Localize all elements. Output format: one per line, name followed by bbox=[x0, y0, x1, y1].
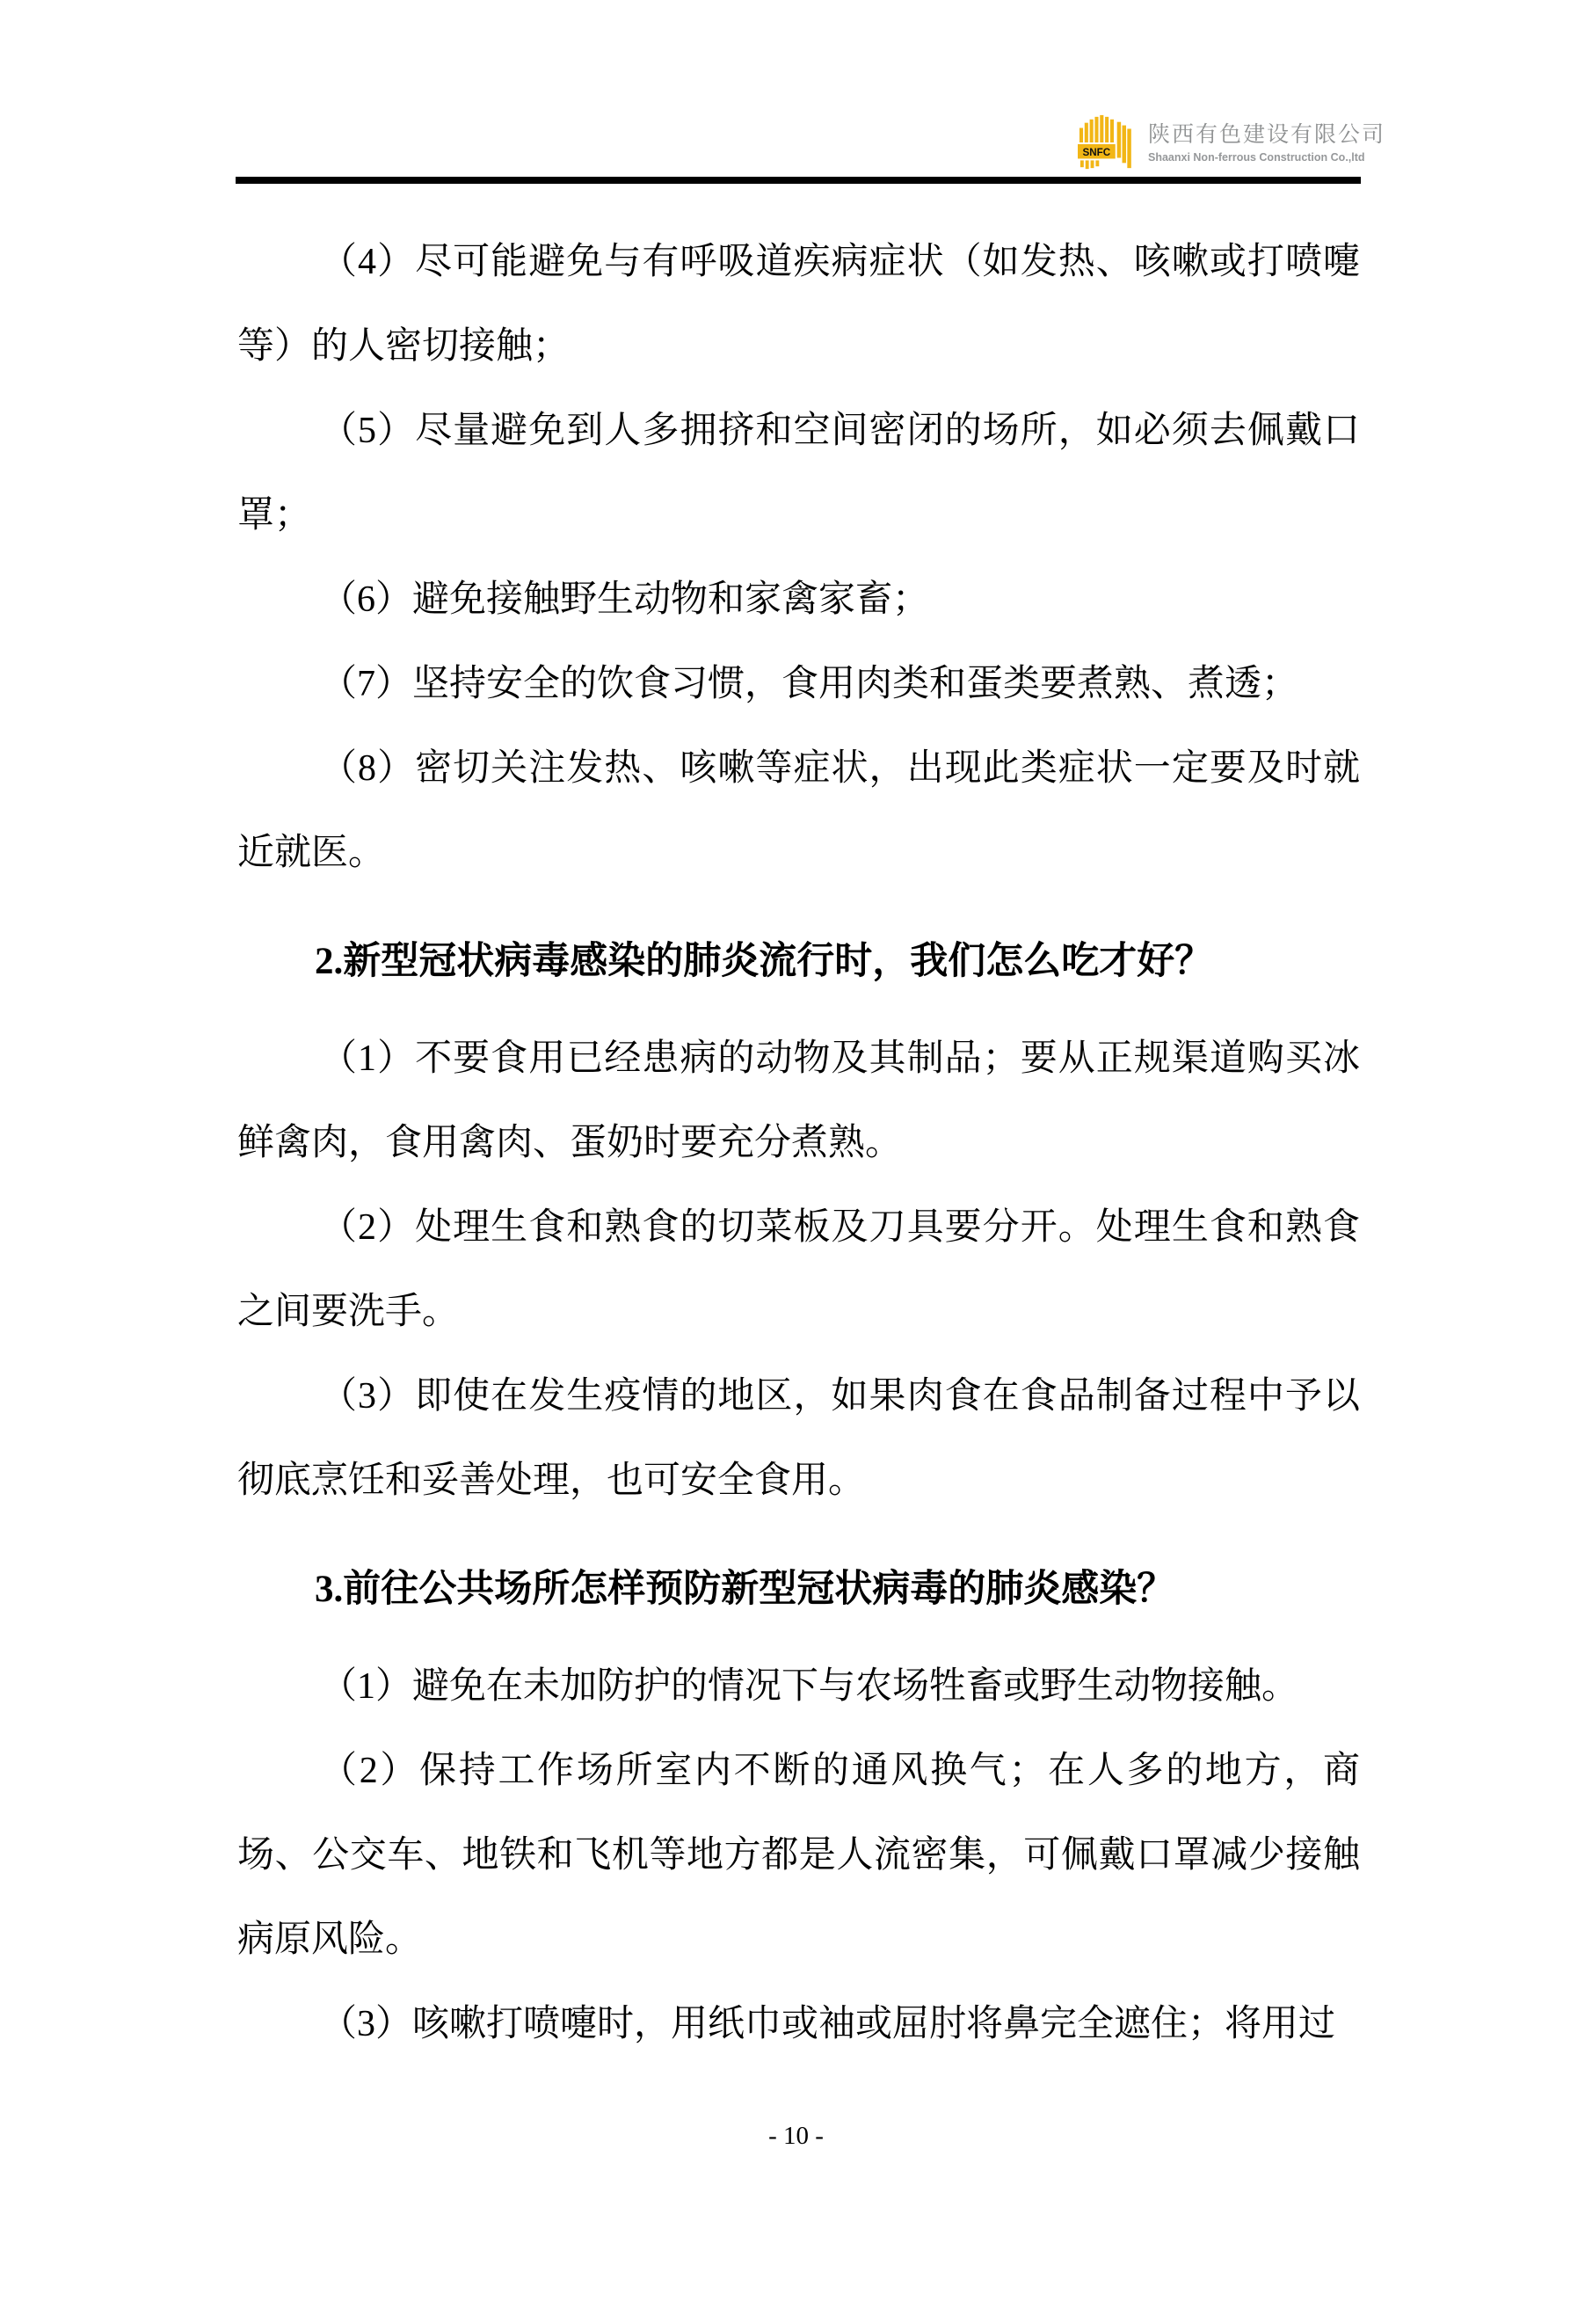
document-body bbox=[237, 220, 1360, 2066]
section-heading-2: 2.新型冠状病毒感染的肺炎流行时，我们怎么吃才好？ bbox=[315, 941, 1213, 982]
paragraph-3-item-1: （1）避免在未加防护的情况下与农场牲畜或野生动物接触。 bbox=[320, 1666, 1299, 1707]
snfc-abbr-text: SNFC bbox=[1082, 147, 1111, 159]
section-heading-3: 3.前往公共场所怎样预防新型冠状病毒的肺炎感染？ bbox=[315, 1569, 1175, 1610]
paragraph-item-7: （7）坚持安全的饮食习惯，食用肉类和蛋类要煮熟、煮透； bbox=[320, 664, 1299, 704]
page-number: - 10 - bbox=[768, 2122, 824, 2150]
header-divider bbox=[236, 177, 1361, 184]
company-name-cn: 陕西有色建设有限公司 bbox=[1148, 122, 1386, 147]
paragraph-item-8: （8）密切关注发热、咳嗽等症状，出现此类症状一定要及时就近就医。 bbox=[237, 748, 1360, 873]
snfc-logo-icon bbox=[1078, 114, 1138, 171]
paragraph-item-4: （4）尽可能避免与有呼吸道疾病症状（如发热、咳嗽或打喷嚏等）的人密切接触； bbox=[237, 242, 1360, 367]
company-name-en: Shaanxi Non-ferrous Construction Co.,ltd bbox=[1148, 151, 1365, 164]
paragraph-3-item-3: （3）咳嗽打喷嚏时，用纸巾或袖或屈肘将鼻完全遮住；将用过 bbox=[320, 2004, 1336, 2044]
paragraph-item-6: （6）避免接触野生动物和家禽家畜； bbox=[320, 579, 930, 620]
paragraph-item-5: （5）尽量避免到人多拥挤和空间密闭的场所，如必须去佩戴口罩； bbox=[237, 411, 1360, 535]
paragraph-3-item-2: （2）保持工作场所室内不断的通风换气；在人多的地方，商场、公交车、地铁和飞机等地方都是人流密集，可佩戴口罩减少接触病原风险。 bbox=[237, 1751, 1360, 1960]
company-logo bbox=[1078, 114, 1385, 171]
paragraph-2-item-1: （1）不要食用已经患病的动物及其制品；要从正规渠道购买冰鲜禽肉，食用禽肉、蛋奶时要充分煮熟。 bbox=[237, 1038, 1360, 1163]
paragraph-2-item-2: （2）处理生食和熟食的切菜板及刀具要分开。处理生食和熟食之间要洗手。 bbox=[237, 1207, 1360, 1332]
paragraph-2-item-3: （3）即使在发生疫情的地区，如果肉食在食品制备过程中予以彻底烹饪和妥善处理，也可安全食用。 bbox=[237, 1376, 1360, 1501]
company-names bbox=[1148, 114, 1385, 164]
